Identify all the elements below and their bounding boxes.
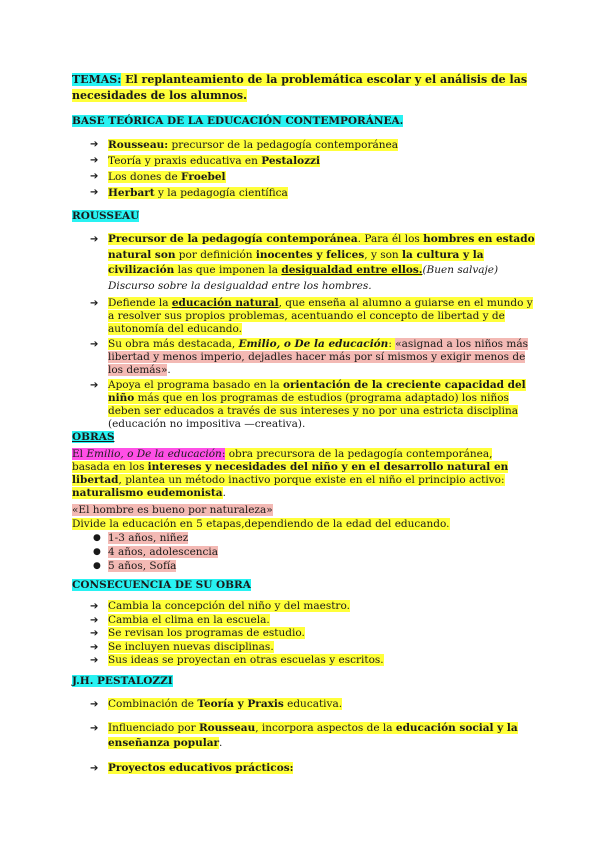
list-item: ➔ Sus ideas se proyectan en otras escuelas y escritos. xyxy=(90,654,384,666)
arrow-right-icon: ➔ xyxy=(90,601,99,612)
arrow-right-icon: ➔ xyxy=(90,155,99,166)
list-item: ➔ Rousseau: precursor de la pedagogía contemporánea xyxy=(90,139,398,151)
consecuencia-list xyxy=(90,600,540,668)
list-item: ➔ Herbart y la pedagogía científica xyxy=(90,187,288,199)
topic-text: El replanteamiento de la problemática escolar y el análisis de las necesidades de los alumnos. xyxy=(72,73,528,102)
list-item: ➔ Combinación de Teoría y Praxis educativa. xyxy=(90,698,343,710)
list-item: ● 1-3 años, niñez xyxy=(93,532,189,544)
arrow-right-icon: ➔ xyxy=(90,234,99,245)
arrow-right-icon: ➔ xyxy=(90,298,99,309)
list-item: ➔ Defiende la educación natural, que enseña al alumno a guiarse en el mundo y a resolver sus propios problemas, acentuando el concepto de libertad y de autonomía del educando. xyxy=(90,297,533,335)
arrow-right-icon: ➔ xyxy=(90,187,99,198)
list-item: ➔ Se revisan los programas de estudio. xyxy=(90,627,305,639)
arrow-right-icon: ➔ xyxy=(90,339,99,350)
list-item: ➔ Se incluyen nuevas disciplinas. xyxy=(90,640,274,653)
arrow-right-icon: ➔ xyxy=(90,723,99,734)
list-item: ➔ Influenciado por Rousseau, incorpora aspectos de la educación social y la enseñanza popular. xyxy=(90,722,518,749)
rousseau-list xyxy=(90,232,540,431)
list-item: ➔ Cambia la concepción del niño y del maestro. xyxy=(90,600,350,612)
bullet-icon: ● xyxy=(93,533,101,543)
list-item: ● 4 años, adolescencia xyxy=(93,546,219,558)
list-item: ➔ Cambia el clima en la escuela. xyxy=(90,613,270,626)
list-item: ➔ Proyectos educativos prácticos: xyxy=(90,762,294,774)
list-item: ➔ Los dones de Froebel xyxy=(90,171,226,183)
arrow-right-icon: ➔ xyxy=(90,614,99,626)
list-item: ➔ Precursor de la pedagogía contemporánea. Para él los hombres en estado natural son por definición inocentes y felices, y son la cultura y la civilización las que imponen la desigualdad entre ellos.(Buen salvaje) Discurso sobre la desigualdad entre los hombres. xyxy=(90,233,535,292)
list-item: ➔ Su obra más destacada, Emilio, o De la educación: «asignad a los niños más libertad y menos imperio, dejadles hacer más por sí mismos y exigir menos de los demás». xyxy=(90,338,528,376)
base-list xyxy=(90,137,540,201)
divide-line: Divide la educación en 5 etapas,dependiendo de la edad del educando. xyxy=(72,518,450,530)
bullet-icon: ● xyxy=(93,547,101,557)
arrow-right-icon: ➔ xyxy=(90,628,99,639)
arrow-right-icon: ➔ xyxy=(90,763,99,774)
section-heading-consecuencia: CONSECUENCIA DE SU OBRA xyxy=(72,579,251,591)
list-item: ➔ Apoya el programa basado en la orientación de la creciente capacidad del niño más que en los programas de estudios (programa adaptado) los niños deben ser educados a través de sus intereses y no por una estricta disciplina (educación no impositiva —creativa). xyxy=(90,379,526,430)
list-item: ● 5 años, Sofía xyxy=(93,560,177,572)
section-heading-obras: OBRAS xyxy=(72,431,115,443)
arrow-right-icon: ➔ xyxy=(90,655,99,666)
obras-paragraph: El Emilio, o De la educación: obra precursora de la pedagogía contemporánea, basada en los intereses y necesidades del niño y en el desarrollo natural en libertad, plantea un método inactivo porque existe en el niño el principio activo: naturalismo eudemonista. xyxy=(72,448,509,499)
quote-line: «El hombre es bueno por naturaleza» xyxy=(72,504,273,516)
topic-label: TEMAS: xyxy=(72,73,122,86)
stages-list xyxy=(90,531,540,573)
arrow-right-icon: ➔ xyxy=(90,380,99,391)
bullet-icon: ● xyxy=(93,561,101,571)
section-heading-pestalozzi: J.H. PESTALOZZI xyxy=(72,675,173,687)
arrow-right-icon: ➔ xyxy=(90,139,99,150)
list-item: ➔ Teoría y praxis educativa en Pestalozzi xyxy=(90,155,320,167)
arrow-right-icon: ➔ xyxy=(90,171,99,182)
topic-title xyxy=(72,72,532,104)
arrow-right-icon: ➔ xyxy=(90,699,99,710)
section-heading-rousseau: ROUSSEAU xyxy=(72,210,140,222)
arrow-right-icon: ➔ xyxy=(90,641,99,653)
pestalozzi-list xyxy=(90,697,540,776)
section-heading-base: BASE TEÓRICA DE LA EDUCACIÓN CONTEMPORÁNEA. xyxy=(72,115,404,127)
